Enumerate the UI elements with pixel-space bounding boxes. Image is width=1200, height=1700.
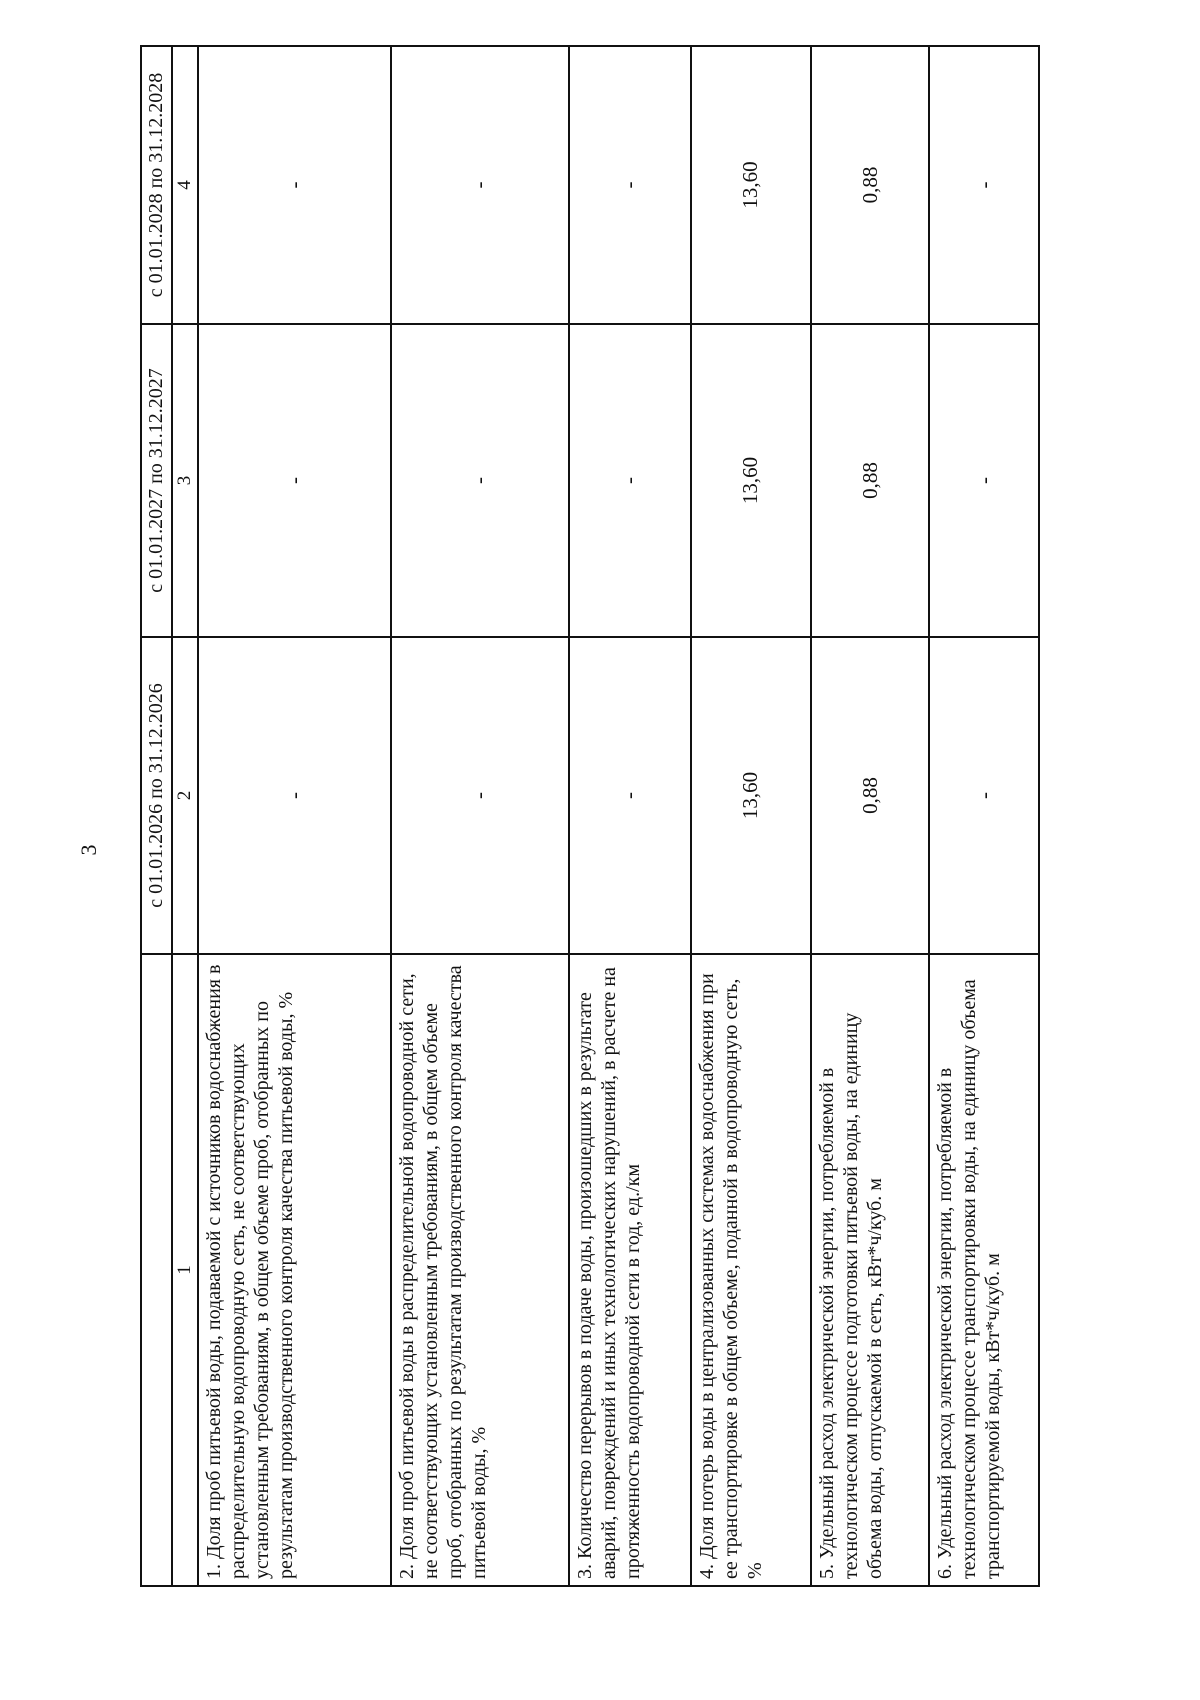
column-number: 3: [172, 324, 198, 637]
value-cell: -: [198, 46, 391, 324]
rotated-table-wrapper: [140, 47, 1040, 1587]
value-cell: -: [391, 324, 569, 637]
table-row: [811, 46, 929, 1586]
value-cell: 13,60: [691, 324, 811, 637]
value-cell: 0,88: [811, 324, 929, 637]
column-number-row: [172, 46, 198, 1586]
value-cell: -: [391, 637, 569, 954]
value-cell: -: [569, 46, 691, 324]
value-cell: -: [391, 46, 569, 324]
indicator-label: 4. Доля потерь воды в централизованных системах водоснабжения при ее транспортировке в общем объеме, поданной в водопроводную сеть, %: [691, 954, 811, 1586]
value-cell: -: [569, 637, 691, 954]
table-row: [569, 46, 691, 1586]
value-cell: -: [569, 324, 691, 637]
indicator-label: 5. Удельный расход электрической энергии, потребляемой в технологическом процессе подготовки питьевой воды, на единицу объема воды, отпускаемой в сеть, кВт*ч/куб. м: [811, 954, 929, 1586]
header-cell-2028: с 01.01.2028 по 31.12.2028: [141, 46, 172, 324]
column-number: 4: [172, 46, 198, 324]
value-cell: -: [198, 637, 391, 954]
header-cell-2027: с 01.01.2027 по 31.12.2027: [141, 324, 172, 637]
value-cell: -: [198, 324, 391, 637]
table-row: [691, 46, 811, 1586]
header-cell-indicator: [141, 954, 172, 1586]
indicator-label: 1. Доля проб питьевой воды, подаваемой с источников водоснабжения в распределительную водопроводную сеть, не соответствующих установленным требованиям, в общем объеме проб, отобранных по результатам производственного контроля качества питьевой воды, %: [198, 954, 391, 1586]
table-header-row: [141, 46, 172, 1586]
column-number: 1: [172, 954, 198, 1586]
value-cell: 0,88: [811, 46, 929, 324]
indicator-label: 2. Доля проб питьевой воды в распределительной водопроводной сети, не соответствующих установленным требованиям, в общем объеме проб, отобранных по результатам производственного контроля качества питьевой воды, %: [391, 954, 569, 1586]
value-cell: -: [929, 46, 1039, 324]
value-cell: 13,60: [691, 46, 811, 324]
value-cell: -: [929, 324, 1039, 637]
value-cell: -: [929, 637, 1039, 954]
value-cell: 0,88: [811, 637, 929, 954]
column-number: 2: [172, 637, 198, 954]
table-row: [391, 46, 569, 1586]
table-row: [929, 46, 1039, 1586]
page-number: 3: [76, 844, 101, 856]
indicators-table: [140, 45, 1040, 1587]
indicator-label: 3. Количество перерывов в подаче воды, произошедших в результате аварий, повреждений и иных технологических нарушений, в расчете на протяженность водопроводной сети в год, ед./км: [569, 954, 691, 1586]
value-cell: 13,60: [691, 637, 811, 954]
table-row: [198, 46, 391, 1586]
indicator-label: 6. Удельный расход электрической энергии, потребляемой в технологическом процессе транспортировки воды, на единицу объема транспортируемой воды, кВт*ч/куб. м: [929, 954, 1039, 1586]
header-cell-2026: с 01.01.2026 по 31.12.2026: [141, 637, 172, 954]
